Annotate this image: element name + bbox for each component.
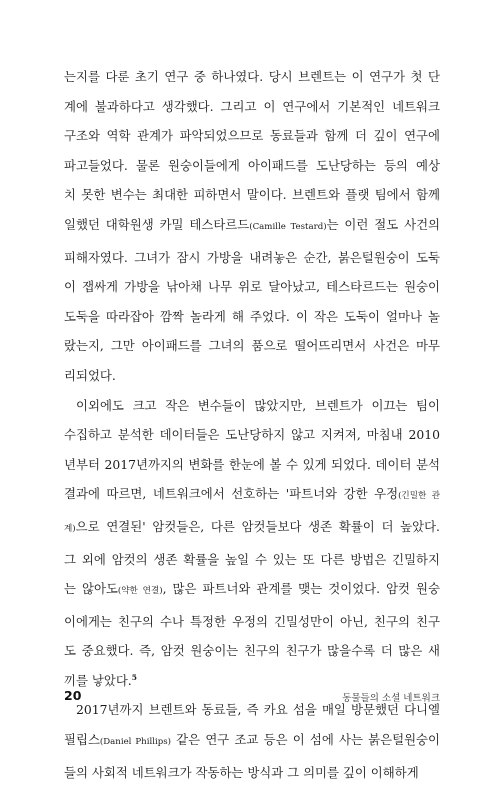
text-segment: 수집하고 분석한 데이터들은 도난당하지 않고 지켜져, 마침내 2010 [64,427,440,443]
text-line [64,636,440,666]
annotation-text: (긴밀한 관 [398,491,440,502]
text-segment: 랐는지, 그만 아이패드를 그녀의 품으로 떨어뜨리면서 사건은 마무 [64,338,440,354]
text-segment: 끼를 낳았다. [64,672,132,688]
text-segment: 년부터 2017년까지의 변화를 한눈에 볼 수 있게 되었다. 데이터 분석 [64,456,440,472]
annotation-text: (Daniel Phillips) [99,737,171,748]
text-line [64,450,440,480]
page-footer [64,688,440,706]
text-line [64,92,440,122]
text-segment: 파고들었다. 물론 원숭이들에게 아이패드를 도난당하는 등의 예상 [64,157,440,173]
annotation-text: 계) [64,523,76,534]
text-line [64,210,440,243]
text-segment: 는 않아도 [64,581,118,597]
text-segment: 이외에도 크고 작은 변수들이 많았지만, 브렌트가 이끄는 팀이 [76,397,440,413]
text-segment: 으로 연결된' 암컷들은, 다른 암컷들보다 생존 확률이 더 높았다. [75,518,440,534]
text-line [64,512,440,545]
running-title: 동물들의 소셜 네트워크 [342,693,440,704]
text-segment: 는지를 다룬 초기 연구 중 하나였다. 당시 브렌트는 이 연구가 첫 단 [64,69,440,84]
text-segment: 들의 사회적 네트워크가 작동하는 방식과 그 의미를 깊이 이해하게 [64,764,419,780]
annotation-text: (약한 연결) [117,586,163,597]
text-line [64,574,440,607]
text-segment: 구조와 역학 관계가 파악되었으므로 동료들과 함께 더 깊이 연구에 [64,128,440,144]
text-segment: 계에 불과하다고 생각했다. 그리고 이 연구에서 기본적인 네트워크 [64,98,440,114]
text-segment: 도 중요했다. 즉, 암컷 원숭이는 친구의 친구가 많을수록 더 많은 새 [64,643,440,659]
text-line [64,121,440,151]
text-line [64,545,440,575]
text-segment: 이에게는 친구의 수나 특정한 우정의 긴밀성만이 아닌, 친구의 친구 [64,613,440,629]
text-segment: 치 못한 변수는 최대한 피하면서 말이다. 브렌트와 플랫 팀에서 함께 [64,187,440,203]
body-text [64,62,440,787]
text-line [64,243,440,273]
text-segment: 필립스 [64,732,100,748]
text-segment: 리되었다. [64,367,116,383]
text-segment: 일했던 대학원생 카밀 테스타르드 [64,216,250,232]
text-segment: 결과에 따르면, 네트워크에서 선호하는 '파트너와 강한 우정 [64,486,399,502]
text-segment: 그 외에 암컷의 생존 확률을 높일 수 있는 또 다른 방법은 긴밀하지 [64,551,440,567]
text-line [64,331,440,361]
annotation-text: (Camille Testard) [249,221,327,232]
text-line [64,361,440,391]
text-segment: 도둑을 따라잡아 깜짝 놀라게 해 주었다. 이 작은 도둑이 얼마나 놀 [64,308,440,324]
text-line [64,607,440,637]
paragraph [64,695,440,787]
text-segment: 같은 연구 조교 등은 이 섬에 사는 붉은털원숭이 [170,732,440,748]
paragraph [64,391,440,696]
text-line [64,151,440,181]
text-line [64,725,440,758]
text-line [64,758,440,787]
paragraph [64,62,440,391]
footnote-ref: 5 [131,672,137,682]
text-line [64,180,440,210]
text-segment: 피해자였다. 그녀가 잠시 가방을 내려놓은 순간, 붉은털원숭이 도둑 [64,249,440,265]
text-line [64,272,440,302]
text-segment: 이 잽싸게 가방을 낚아채 나무 위로 달아났고, 테스타르드는 원숭이 [64,279,440,295]
text-line [64,420,440,450]
text-line [64,391,440,421]
text-line [64,62,440,92]
text-line [64,302,440,332]
page-number: 20 [64,688,82,703]
text-line [64,479,440,512]
text-segment: , 많은 파트너와 관계를 맺는 것이었다. 암컷 원숭 [162,581,440,597]
text-segment: 는 이런 절도 사건의 [326,216,440,232]
text-segment: 2017년까지 브렌트와 동료들, 즉 카요 섬을 매일 방문했던 다니엘 [76,702,440,718]
